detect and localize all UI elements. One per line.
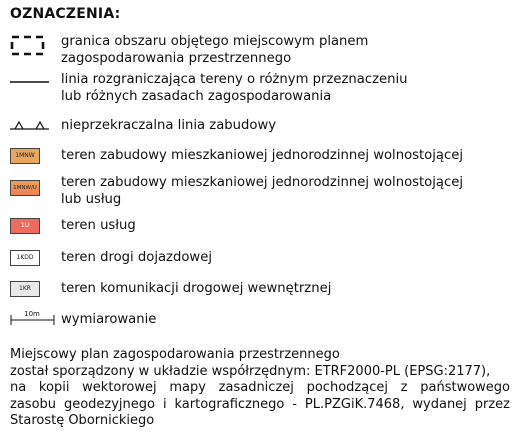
zone-symbol-mnw-u: 1MNW/U <box>10 180 40 196</box>
dashed-boundary-symbol <box>10 35 46 57</box>
legend-label-line: linia rozgraniczająca tereny o różnym przeznaczeniu <box>61 72 408 87</box>
legend-label-line: granica obszaru objętego miejscowym planem <box>61 34 369 49</box>
dimension-text: 10m <box>24 310 40 318</box>
plan-note <box>10 347 510 430</box>
legend-title: OZNACZENIA: <box>10 6 121 22</box>
note-line: został sporządzony w układzie współrzędnym: ETRF2000-PL (EPSG:2177), <box>10 363 491 379</box>
legend-label-line: teren drogi dojazdowej <box>61 250 212 265</box>
dimension-symbol <box>10 308 56 330</box>
legend-label-line: teren zabudowy mieszkaniowej jednorodzinnej wolnostojącej <box>61 148 464 163</box>
zone-symbol-mnw: 1MNW <box>10 148 40 164</box>
legend-label-line: lub różnych zasadach zagospodarowania <box>61 89 332 104</box>
legend-label-line: zagospodarowania przestrzennego <box>61 51 292 66</box>
solid-line-symbol <box>10 79 50 85</box>
note-line: Starostę Obornickiego <box>10 413 155 428</box>
legend-label-line: teren zabudowy mieszkaniowej jednorodzinnej wolnostojącej <box>61 175 464 190</box>
legend-label-line: wymiarowanie <box>61 312 157 327</box>
legend-label-line: teren komunikacji drogowej wewnętrznej <box>61 281 332 296</box>
note-line: zasobu geodezyjnego i kartograficznego - PL.PZGiK.7468, wydanej przez <box>10 396 510 412</box>
legend-label-line: teren usług <box>61 218 136 233</box>
zone-symbol-u: 1U <box>10 218 40 234</box>
note-line: na kopii wektorowej mapy zasadniczej pochodzącej z państwowego <box>10 380 510 395</box>
legend-label-line: lub usług <box>61 192 122 207</box>
building-line-symbol <box>10 118 50 132</box>
zone-symbol-kdd: 1KDD <box>10 250 40 266</box>
legend-label-line: nieprzekraczalna linia zabudowy <box>61 118 277 133</box>
zone-symbol-kr: 1KR <box>10 281 40 297</box>
note-line: Miejscowy plan zagospodarowania przestrzennego <box>10 347 340 362</box>
